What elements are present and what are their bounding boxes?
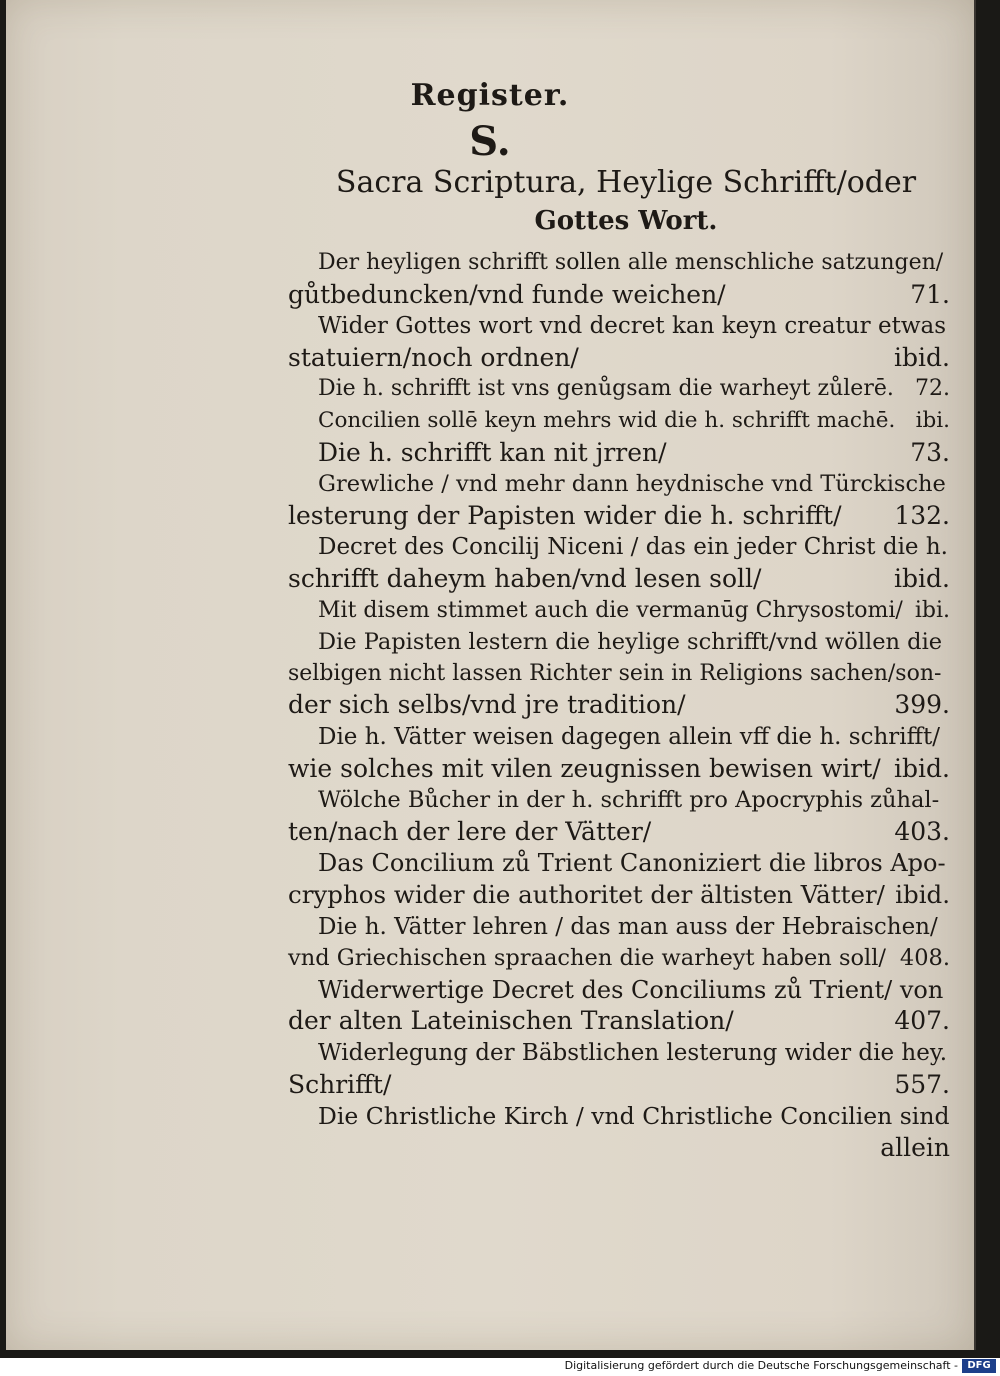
section-letter: S. (469, 118, 511, 165)
register-line-reference: 132. (894, 500, 950, 530)
register-line-text: statuiern/noch ordnen/ (288, 342, 579, 372)
register-line (318, 530, 950, 564)
register-line-text: gůtbeduncken/vnd funde weichen/ (288, 279, 726, 309)
register-line-reference: ibid. (895, 880, 950, 909)
register-line-text: Wider Gottes wort vnd decret kan keyn creatur etwas (318, 313, 947, 340)
register-line (288, 1068, 950, 1102)
register-line-text: Widerlegung der Bäbstlichen lesterung wider die hey. (318, 1040, 948, 1066)
book-page (6, 0, 976, 1350)
register-line-text: Die h. schrifft kan nit jrren/ (318, 437, 667, 467)
register-line (288, 562, 950, 596)
register-line (288, 815, 950, 849)
register-line (288, 1004, 950, 1038)
register-line-reference: 73. (910, 437, 950, 467)
register-line (318, 309, 950, 343)
page-text (6, 0, 974, 1350)
section-title (286, 164, 966, 240)
register-line-text: Der heyligen schrifft sollen alle menschliche satzungen/ (318, 250, 944, 275)
register-line-text: selbigen nicht lassen Richter sein in Religions sachen/son- (288, 660, 942, 686)
register-line-reference: ibid. (894, 753, 950, 783)
register-line (318, 404, 950, 438)
register-line (288, 341, 950, 375)
register-line-reference: 407. (894, 1006, 950, 1036)
register-line-text: lesterung der Papisten wider die h. schrifft/ (288, 500, 842, 530)
register-line-text: Das Concilium zů Trient Canoniziert die libros Apo- (318, 849, 946, 878)
register-line (318, 783, 950, 817)
register-line (288, 941, 950, 975)
dfg-logo: DFG (962, 1359, 996, 1373)
register-line-reference: 399. (894, 690, 950, 720)
register-line (318, 246, 950, 280)
running-head: Register. (410, 78, 570, 113)
register-line-reference: 557. (894, 1069, 950, 1099)
register-line-text: ten/nach der lere der Vätter/ (288, 816, 652, 846)
register-line (288, 278, 950, 312)
register-line-text: Die h. schrifft ist vns genůgsam die warheyt zůlerē. (318, 376, 894, 402)
register-line (318, 846, 950, 880)
register-line-text: vnd Griechischen spraachen die warheyt haben soll/ (288, 945, 887, 972)
register-line-text: wie solches mit vilen zeugnissen bewisen wirt/ (288, 753, 881, 783)
register-line (318, 720, 950, 754)
register-line-text: der sich selbs/vnd jre tradition/ (288, 690, 686, 720)
register-line-text: der alten Lateinischen Translation/ (288, 1006, 734, 1036)
register-line (318, 625, 950, 659)
register-line-reference: allein (880, 1132, 950, 1162)
register-line-text: Schrifft/ (288, 1069, 392, 1099)
register-line-text: Die Papisten lestern die heylige schrifft/vnd wöllen die (318, 629, 943, 656)
register-line (318, 1036, 950, 1070)
register-line-reference: ibid. (894, 564, 950, 593)
register-line-text: Wölche Bůcher in der h. schrifft pro Apocryphis zůhal- (318, 787, 940, 814)
register-line-text: Die h. Vätter weisen dagegen allein vff die h. schrifft/ (318, 724, 940, 750)
register-line-text: Mit disem stimmet auch die vermanūg Chrysostomi/ (318, 597, 903, 623)
register-line-text: Grewliche / vnd mehr dann heydnische vnd Türckische (318, 471, 946, 498)
register-line-text: Widerwertige Decret des Conciliums zů Trient/ von (318, 975, 944, 1004)
register-line (288, 1131, 950, 1165)
register-line (318, 973, 950, 1007)
register-line-text: Decret des Concilij Niceni / das ein jeder Christ die h. (318, 534, 948, 561)
register-line-text: Die Christliche Kirch / vnd Christliche Concilien sind (318, 1102, 950, 1131)
register-line (288, 688, 950, 722)
register-line-text: Die h. Vätter lehren / das man auss der Hebraischen/ (318, 913, 938, 940)
register-line (288, 499, 950, 533)
register-line (318, 467, 950, 501)
register-line (288, 657, 950, 691)
register-line-reference: 71. (910, 279, 950, 309)
register-line-text: schrifft daheym haben/vnd lesen soll/ (288, 564, 762, 593)
register-line-text: cryphos wider die authoritet der ältisten Vätter/ (288, 880, 885, 909)
section-title-line1: Sacra Scriptura, Heylige Schrifft/oder (335, 165, 917, 200)
register-line-text: Concilien sollē keyn mehrs wid die h. schrifft machē. (318, 408, 896, 433)
register-line-reference: ibi. (915, 408, 950, 433)
register-line (318, 372, 950, 406)
register-line-reference: 403. (894, 816, 950, 846)
funding-credit: Digitalisierung gefördert durch die Deutsche Forschungsgemeinschaft - (564, 1359, 958, 1372)
section-title-line2: Gottes Wort. (534, 206, 718, 236)
register-line-reference: 72. (915, 376, 950, 402)
register-line (318, 910, 950, 944)
register-line-reference: 408. (899, 945, 950, 972)
register-line-reference: ibid. (894, 342, 950, 372)
register-line (288, 752, 950, 786)
register-line (318, 436, 950, 470)
register-line (318, 594, 950, 628)
register-line-reference: ibi. (914, 597, 950, 623)
register-line (288, 878, 950, 912)
register-line (318, 1099, 950, 1133)
